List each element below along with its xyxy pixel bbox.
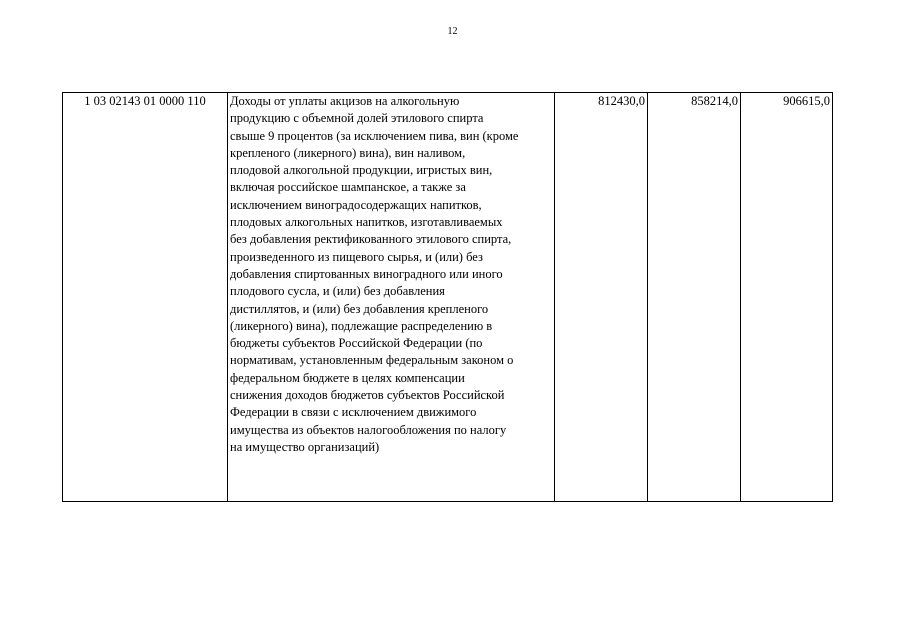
description-line: плодовых алкогольных напитков, изготавливаемых [230,215,503,230]
table-row [63,93,833,502]
budget-classification-code: 1 03 02143 01 0000 110 [63,93,228,502]
amount-year-1: 812430,0 [555,93,648,502]
page-number: 12 [447,26,458,37]
description-line: произведенного из пищевого сырья, и (или) без [230,249,483,264]
description-line: дистиллятов, и (или) без добавления крепленого [230,301,489,316]
description-line: исключением виноградосодержащих напитков, [230,197,482,212]
description-line: плодового сусла, и (или) без добавления [230,284,445,299]
amount-year-2: 858214,0 [648,93,741,502]
description-line: без добавления ректификованного этилового спирта, [230,232,512,247]
description-line: Доходы от уплаты акцизов на алкогольную [230,94,460,108]
description-line: крепленого (ликерного) вина), вин наливом, [230,145,466,160]
description-line: на имущество организаций) [230,439,380,454]
description-line: нормативам, установленным федеральным законом о [230,353,514,368]
description-line: добавления спиртованных виноградного или иного [230,266,503,281]
revenue-description [228,93,555,502]
description-line: продукцию с объемной долей этилового спирта [230,111,484,126]
amount-year-3: 906615,0 [741,93,833,502]
description-line: включая российское шампанское, а также за [230,180,466,195]
description-line: (ликерного) вина), подлежащие распределению в [230,318,493,333]
description-line: федеральном бюджете в целях компенсации [230,370,465,385]
description-line: имущества из объектов налогообложения по налогу [230,422,507,437]
description-line: бюджеты субъектов Российской Федерации (по [230,336,483,351]
description-line: Федерации в связи с исключением движимого [230,405,477,420]
description-line: снижения доходов бюджетов субъектов Российской [230,388,505,403]
description-line: свыше 9 процентов (за исключением пива, вин (кроме [230,128,519,143]
description-line: плодовой алкогольной продукции, игристых вин, [230,163,493,178]
budget-revenue-table [62,92,833,502]
